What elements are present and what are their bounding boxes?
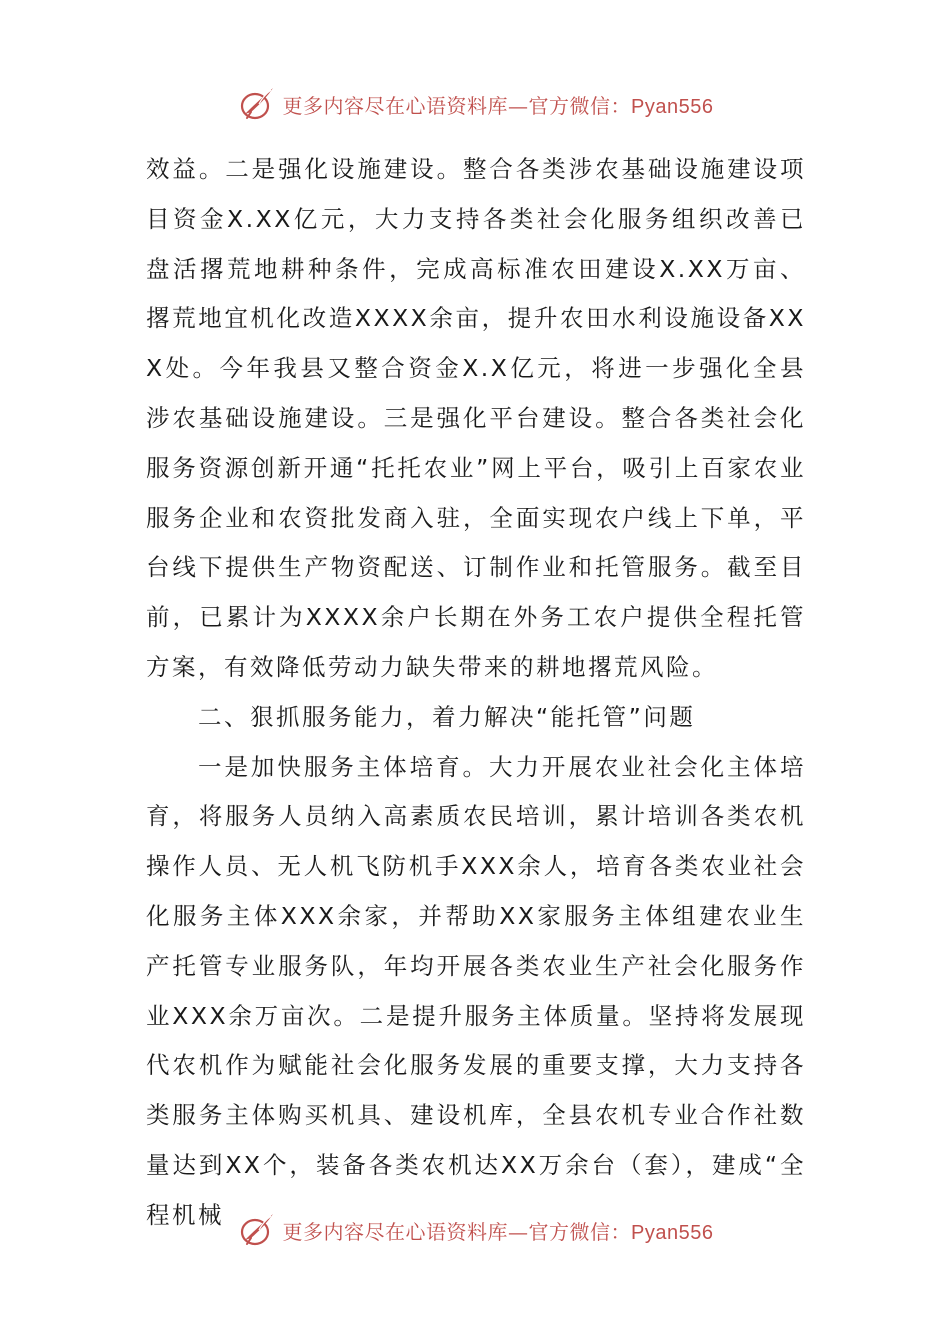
watermark-text [283, 1216, 714, 1245]
watermark-site: 更多内容尽在心语资料库—官方微信： [282, 1219, 632, 1244]
watermark-site: 更多内容尽在心语资料库—官方微信： [282, 93, 632, 118]
watermark-wechat-id: Pyan556 [631, 1221, 714, 1244]
quill-pen-circle-icon [237, 84, 277, 124]
watermark-header [0, 82, 950, 126]
section-heading: 二、狠抓服务能力，着力解决“能托管”问题 [198, 702, 696, 731]
paragraph-continuation: 效益。二是强化设施建设。整合各类涉农基础设施建设项目资金X.XX亿元，大力支持各类社会化服务组织改善已盘活撂荒地耕种条件，完成高标准农田建设X.XX万亩、撂荒地宜机化改造XXXX余亩，提升农田水利设施设备XXX处。今年我县又整合资金X.X亿元，将进一步强化全县涉农基础设施建设。三是强化平台建设。整合各类社会化服务资源创新开通“托托农业”网上平台，吸引上百家农业服务企业和农资批发商入驻，全面实现农户线上下单，平台线下提供生产物资配送、订制作业和托管服务。截至目前，已累计为XXXX余户长期在外务工农户提供全程托管方案，有效降低劳动力缺失带来的耕地撂荒风险。 [146, 155, 806, 681]
quill-pen-circle-icon [237, 1210, 277, 1250]
document-body [146, 145, 806, 1241]
watermark-text [283, 90, 714, 119]
watermark-wechat-id: Pyan556 [631, 95, 714, 118]
paragraph-section-body: 一是加快服务主体培育。大力开展农业社会化主体培育，将服务人员纳入高素质农民培训，累计培训各类农机操作人员、无人机飞防机手XXX余人，培育各类农业社会化服务主体XXX余家，并帮助XX家服务主体组建农业生产托管专业服务队，年均开展各类农业生产社会化服务作业XXX余万亩次。二是提升服务主体质量。坚持将发展现代农机作为赋能社会化服务发展的重要支撑，大力支持各类服务主体购买机具、建设机库，全县农机专业合作社数量达到XX个，装备各类农机达XX万余台（套），建成“全程机械 [146, 752, 806, 1229]
watermark-footer [0, 1208, 950, 1252]
